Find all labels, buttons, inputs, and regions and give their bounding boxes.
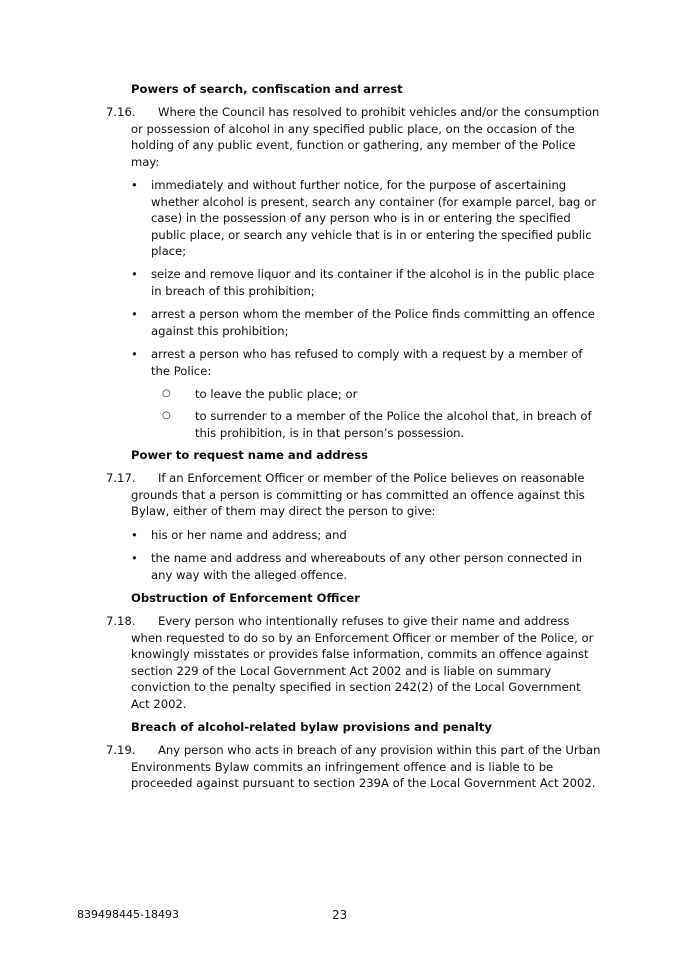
bullet-text: the name and address and whereabouts of any other person connected in any way with the alleged offence. [151,551,583,582]
sub-item-text: to surrender to a member of the Police the alcohol that, in breach of this prohibition, is in that person’s possession. [195,409,592,440]
bullet-item [0,550,675,583]
bullet-item [0,177,675,260]
clause-number: 7.17. [106,471,136,485]
bullet-icon: • [131,551,138,565]
clause-text: If an Enforcement Officer or member of the Police believes on reasonable grounds that a person is committing or has committed an offence against this Bylaw, either of them may direct the person to give: [131,471,585,518]
section-heading-obstruction: Obstruction of Enforcement Officer [131,591,360,605]
page-number: 23 [332,908,348,922]
clause-7-18 [0,613,675,712]
bullet-item [0,346,675,379]
clause-7-16 [0,104,675,170]
bullet-icon: • [131,347,138,361]
bullet-icon: • [131,307,138,321]
bullet-text: arrest a person whom the member of the Police finds committing an offence against this prohibition; [151,307,595,338]
bullet-item [0,527,675,544]
circle-bullet-icon: ○ [162,388,171,399]
clause-number: 7.18. [106,614,136,628]
section-heading-breach-penalty: Breach of alcohol-related bylaw provisions and penalty [131,720,492,734]
bullet-icon: • [131,178,138,192]
bullet-text: his or her name and address; and [151,528,347,542]
document-reference: 839498445-18493 [77,908,179,921]
clause-7-19 [0,742,675,792]
sub-item [0,408,675,441]
section-heading-search-confiscation-arrest: Powers of search, confiscation and arrest [131,82,403,96]
clause-7-17 [0,470,675,520]
bullet-icon: • [131,528,138,542]
bullet-item [0,306,675,339]
clause-text: Any person who acts in breach of any provision within this part of the Urban Environments Bylaw commits an infringement offence and is liable to be proceeded against pursuant to section 239A of the Local Government Act 2002. [131,743,601,790]
section-heading-request-name-address: Power to request name and address [131,448,369,462]
bullet-icon: • [131,267,138,281]
sub-item [0,386,675,403]
bullet-item [0,266,675,299]
bullet-text: immediately and without further notice, for the purpose of ascertaining whether alcohol is present, search any container (for example parcel, bag or case) in the possession of any person who is in or entering the specified public place, or search any vehicle that is in or entering the specified public place; [151,178,596,258]
bullet-text: arrest a person who has refused to comply with a request by a member of the Police: [151,347,583,378]
sub-item-text: to leave the public place; or [195,387,358,401]
clause-number: 7.19. [106,743,136,757]
clause-text: Every person who intentionally refuses to give their name and address when requested to do so by an Enforcement Officer or member of the Police, or knowingly misstates or provides false information, commits an offence against section 229 of the Local Government Act 2002 and is liable on summary conviction to the penalty specified in section 242(2) of the Local Government Act 2002. [131,614,594,711]
clause-number: 7.16. [106,105,136,119]
clause-text: Where the Council has resolved to prohibit vehicles and/or the consumption or possession of alcohol in any specified public place, on the occasion of the holding of any public event, function or gathering, any member of the Police may: [131,105,600,169]
bullet-text: seize and remove liquor and its container if the alcohol is in the public place in breach of this prohibition; [151,267,595,298]
circle-bullet-icon: ○ [162,410,171,421]
